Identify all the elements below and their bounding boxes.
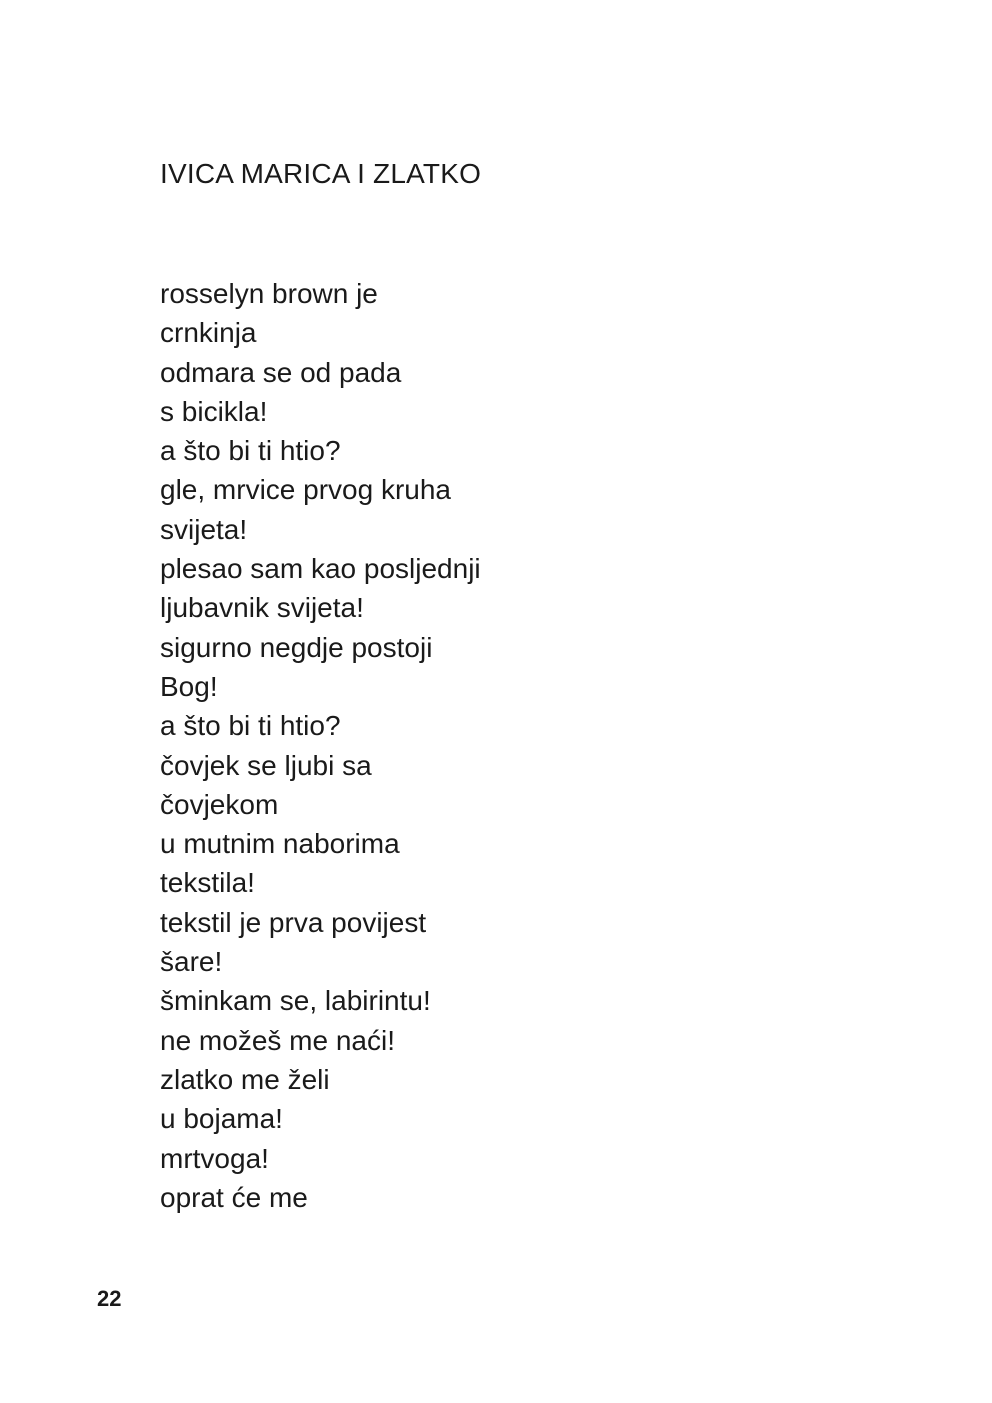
poem-line: s bicikla! — [160, 395, 268, 427]
poem-line: zlatko me želi — [160, 1063, 330, 1095]
poem-line: ljubavnik svijeta! — [160, 592, 364, 624]
page-number: 22 — [97, 1286, 122, 1311]
poem-line: šminkam se, labirintu! — [160, 985, 431, 1017]
poem-body — [160, 274, 481, 1217]
poem-title: IVICA MARICA I ZLATKO — [160, 158, 482, 189]
poem-line: tekstil je prva povijest — [160, 906, 427, 938]
poem-line: crnkinja — [160, 317, 257, 349]
poem-line: šare! — [160, 946, 223, 978]
poem-line: plesao sam kao posljednji — [160, 553, 481, 585]
poem-line: mrtvoga! — [160, 1142, 269, 1174]
poem-line: čovjek se ljubi sa — [160, 749, 372, 781]
poem-line: sigurno negdje postoji — [160, 631, 433, 663]
poem-line: oprat će me — [160, 1181, 308, 1213]
poem-line: gle, mrvice prvog kruha — [160, 474, 452, 506]
poem-line: Bog! — [160, 670, 218, 702]
poem-line: odmara se od pada — [160, 356, 402, 388]
poem-line: ne možeš me naći! — [160, 1024, 395, 1056]
poem-line: a što bi ti htio? — [160, 435, 341, 467]
poem-line: svijeta! — [160, 513, 248, 545]
poem-line: u bojama! — [160, 1103, 283, 1135]
poem-line: rosselyn brown je — [160, 278, 378, 309]
poem-line: u mutnim naborima — [160, 828, 400, 860]
poem-line: tekstila! — [160, 867, 255, 899]
poem-line: a što bi ti htio? — [160, 710, 341, 742]
poem-line: čovjekom — [160, 788, 279, 820]
